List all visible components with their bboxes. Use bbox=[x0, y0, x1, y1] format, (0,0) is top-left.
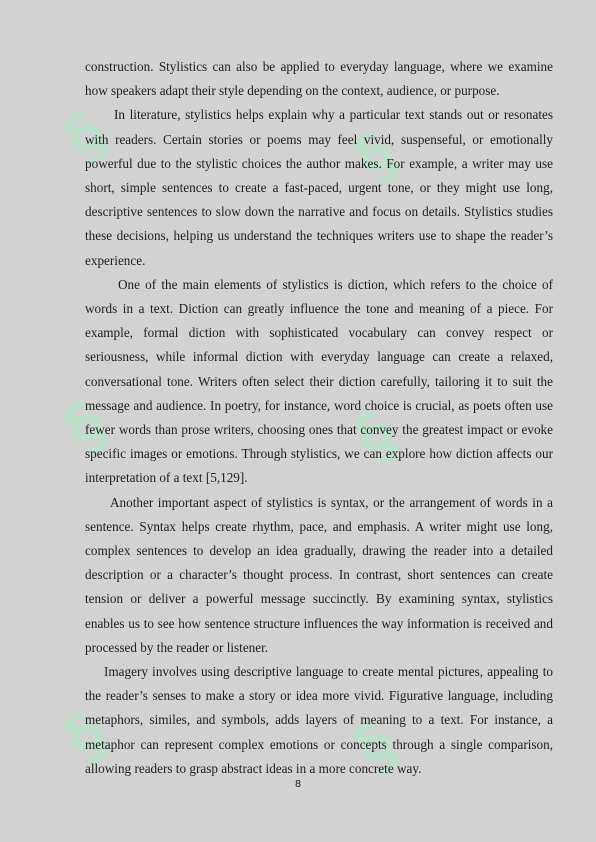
watermark-glyph: § bbox=[341, 707, 411, 787]
watermark-glyph: § bbox=[51, 97, 121, 177]
paragraph: One of the main elements of stylistics is diction, which refers to the choice of words in a text. Diction can greatly influence the tone and meaning of a piece. For example, formal diction with sophisticated vocabulary can convey respect or seriousness, while informal diction with everyday language can create a relaxed, conversational tone. Writers often select their diction carefully, tailoring it to suit the message and audience. In poetry, for instance, word choice is crucial, as poets often use fewer words than prose writers, choosing ones that convey the greatest impact or evoke specific images or emotions. Through stylistics, we can explore how diction affects our interpretation of a text [5,129]. bbox=[85, 276, 553, 486]
document-body bbox=[85, 55, 553, 781]
paragraph: Another important aspect of stylistics is syntax, or the arrangement of words in a sentence. Syntax helps create rhythm, pace, and emphasis. A writer might use long, complex sentences to develop an idea gradually, drawing the reader into a detailed description or a character’s thought process. In contrast, short sentences can create tension or deliver a powerful message succinctly. By examining syntax, stylistics enables us to see how sentence structure influences the way information is received and processed by the reader or listener. bbox=[85, 494, 553, 655]
paragraph: construction. Stylistics can also be applied to everyday language, where we examine how speakers adapt their style depending on the context, audience, or purpose. bbox=[85, 59, 553, 99]
watermark-glyph: § bbox=[341, 117, 411, 197]
watermark-glyph: § bbox=[341, 397, 411, 477]
paragraph: Imagery involves using descriptive language to create mental pictures, appealing to the reader’s senses to make a story or idea more vivid. Figurative language, including metaphors, similes, and symbols, adds layers of meaning to a text. For instance, a metaphor can represent complex emotions or concepts through a single comparison, allowing readers to grasp abstract ideas in a more concrete way. bbox=[85, 664, 553, 776]
watermark-glyph: § bbox=[51, 387, 121, 467]
watermark-glyph: § bbox=[51, 697, 121, 777]
paragraph: In literature, stylistics helps explain why a particular text stands out or resonates with readers. Certain stories or poems may feel vivid, suspenseful, or emotionally powerful due to the stylistic choices the author makes. For example, a writer may use short, simple sentences to create a fast-paced, urgent tone, or they might use long, descriptive sentences to slow down the narrative and focus on details. Stylistics studies these decisions, helping us understand the techniques writers use to shape the reader’s experience. bbox=[85, 107, 553, 268]
page-number: 8 bbox=[294, 779, 302, 790]
